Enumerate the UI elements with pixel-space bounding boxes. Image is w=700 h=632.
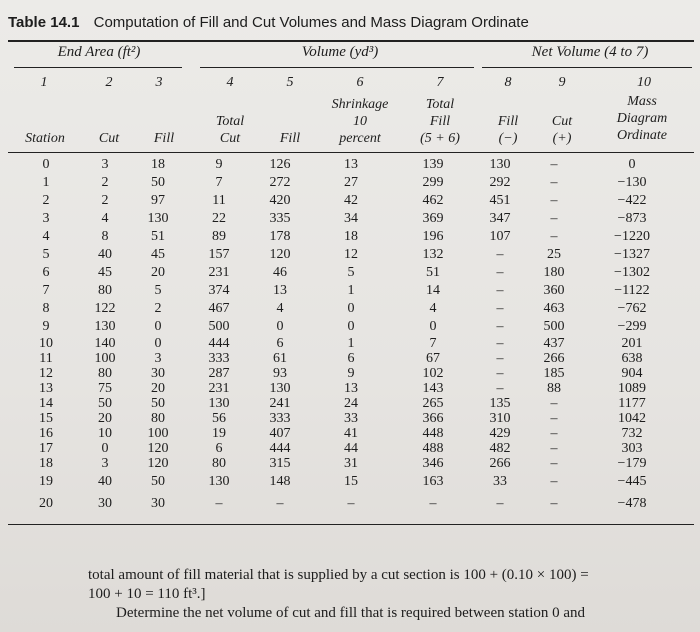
- collabel-station: Station: [25, 131, 65, 146]
- table-cell: 6: [42, 265, 50, 280]
- table-cell: –: [550, 411, 558, 426]
- table-cell: 13: [273, 283, 287, 298]
- table-cell: 18: [39, 456, 53, 471]
- table-cell: 163: [422, 474, 444, 489]
- table-cell: 231: [208, 381, 230, 396]
- table-cell: 287: [208, 366, 230, 381]
- table-cell: 6: [347, 351, 355, 366]
- table-cell: 333: [269, 411, 291, 426]
- table-cell: 130: [269, 381, 291, 396]
- table-cell: 100: [147, 426, 169, 441]
- table-cell: –: [496, 265, 504, 280]
- group-header-volume: Volume (yd³): [301, 44, 379, 60]
- table-cell: –: [550, 496, 558, 511]
- table-cell: 135: [489, 396, 511, 411]
- table-cell: 369: [422, 211, 444, 226]
- table-cell: 6: [215, 441, 223, 456]
- table-cell: 266: [543, 351, 565, 366]
- table-cell: 50: [151, 175, 165, 190]
- table-cell: –: [550, 229, 558, 244]
- table-cell: 0: [101, 441, 109, 456]
- colnum-9: 9: [558, 75, 566, 90]
- table-cell: 360: [543, 283, 565, 298]
- table-cell: 333: [208, 351, 230, 366]
- table-cell: 107: [489, 229, 511, 244]
- table-cell: 126: [269, 157, 291, 172]
- table-cell: 30: [98, 496, 112, 511]
- table-cell: –: [496, 301, 504, 316]
- collabel-total-fill-1: Total: [425, 97, 455, 112]
- table-cell: –: [550, 396, 558, 411]
- table-cell: 4: [276, 301, 284, 316]
- table-cell: 20: [151, 265, 165, 280]
- table-cell: 19: [39, 474, 53, 489]
- table-row: [10, 351, 682, 366]
- group-rule-net-volume: [482, 67, 692, 68]
- table-cell: 299: [422, 175, 444, 190]
- table-cell: 9: [347, 366, 355, 381]
- table-cell: 904: [621, 366, 643, 381]
- table-row: [10, 411, 682, 426]
- table-cell: 0: [347, 301, 355, 316]
- table-cell: 67: [426, 351, 440, 366]
- collabel-shrinkage-2: 10: [353, 114, 367, 129]
- table-cell: 7: [215, 175, 223, 190]
- table-row: [10, 246, 682, 264]
- collabel-fill: Fill: [153, 131, 175, 146]
- table-cell: 4: [101, 211, 109, 226]
- table-cell: 16: [39, 426, 53, 441]
- table-cell: 89: [212, 229, 226, 244]
- table-row: [10, 426, 682, 441]
- top-rule: [8, 40, 694, 42]
- table-cell: 40: [98, 247, 112, 262]
- table-cell: 437: [543, 336, 565, 351]
- table-cell: –: [276, 496, 284, 511]
- table-body: [10, 156, 682, 515]
- table-cell: 33: [344, 411, 358, 426]
- table-cell: 420: [269, 193, 291, 208]
- table-row: [10, 228, 682, 246]
- table-cell: –: [550, 193, 558, 208]
- table-cell: 15: [344, 474, 358, 489]
- table-cell: 7: [42, 283, 50, 298]
- table-row: [10, 493, 682, 515]
- table-cell: 20: [98, 411, 112, 426]
- collabel-net-cut-1: Cut: [551, 114, 573, 129]
- collabel-shrinkage-3: percent: [339, 131, 381, 146]
- table-cell: 130: [147, 211, 169, 226]
- table-cell: 1089: [618, 381, 646, 396]
- table-cell: −1122: [614, 283, 650, 298]
- table-cell: 132: [422, 247, 444, 262]
- table-cell: 732: [621, 426, 643, 441]
- text-line-2: 100 + 10 = 110 ft³.]: [88, 586, 206, 602]
- table-cell: –: [550, 441, 558, 456]
- table-cell: 0: [154, 319, 162, 334]
- table-cell: 3: [42, 211, 50, 226]
- table-cell: 88: [547, 381, 561, 396]
- table-row: [10, 156, 682, 174]
- table-row: [10, 396, 682, 411]
- table-cell: 80: [98, 366, 112, 381]
- table-cell: 24: [344, 396, 358, 411]
- table-cell: 3: [101, 456, 109, 471]
- table-cell: 178: [269, 229, 291, 244]
- table-cell: 13: [39, 381, 53, 396]
- table-cell: 40: [98, 474, 112, 489]
- table-cell: 9: [42, 319, 50, 334]
- table-cell: 310: [489, 411, 511, 426]
- table-cell: –: [550, 157, 558, 172]
- table-cell: −179: [617, 456, 647, 471]
- colnum-4: 4: [226, 75, 234, 90]
- table-cell: 56: [212, 411, 226, 426]
- header-bottom-rule: [8, 152, 694, 153]
- table-cell: 10: [39, 336, 53, 351]
- table-cell: 2: [101, 193, 109, 208]
- table-cell: 1: [347, 283, 355, 298]
- group-rule-volume: [200, 67, 474, 68]
- table-cell: –: [347, 496, 355, 511]
- table-cell: –: [550, 211, 558, 226]
- table-cell: 80: [212, 456, 226, 471]
- table-cell: 374: [208, 283, 230, 298]
- table-cell: 51: [426, 265, 440, 280]
- table-cell: 120: [147, 456, 169, 471]
- table-cell: 346: [422, 456, 444, 471]
- table-cell: –: [550, 426, 558, 441]
- table-row: [10, 282, 682, 300]
- table-cell: 122: [94, 301, 116, 316]
- table-row: [10, 471, 682, 493]
- table-cell: 143: [422, 381, 444, 396]
- table-cell: 30: [151, 496, 165, 511]
- table-title: [8, 14, 694, 40]
- table-cell: 638: [621, 351, 643, 366]
- table-cell: 1: [42, 175, 50, 190]
- table-cell: 467: [208, 301, 230, 316]
- table-cell: 266: [489, 456, 511, 471]
- table-cell: 4: [429, 301, 437, 316]
- table-cell: 46: [273, 265, 287, 280]
- table-cell: 18: [151, 157, 165, 172]
- table-cell: 102: [422, 366, 444, 381]
- table-cell: 1: [347, 336, 355, 351]
- table-cell: 22: [212, 211, 226, 226]
- table-caption: Computation of Fill and Cut Volumes and Mass Diagram Ordinate: [93, 14, 529, 31]
- table-number: Table 14.1: [8, 14, 80, 31]
- table-cell: 130: [94, 319, 116, 334]
- table-cell: 34: [344, 211, 358, 226]
- table-cell: 0: [42, 157, 50, 172]
- table-cell: 201: [621, 336, 643, 351]
- table-row: [10, 192, 682, 210]
- table-cell: 335: [269, 211, 291, 226]
- table-cell: 292: [489, 175, 511, 190]
- table-cell: 8: [42, 301, 50, 316]
- table-cell: 0: [276, 319, 284, 334]
- table-cell: 20: [39, 496, 53, 511]
- table-cell: 17: [39, 441, 53, 456]
- collabel-mass-1: Mass: [627, 94, 657, 109]
- colnum-7: 7: [436, 75, 444, 90]
- table-cell: 20: [151, 381, 165, 396]
- table-cell: 463: [543, 301, 565, 316]
- table-cell: −130: [617, 175, 647, 190]
- table-cell: 15: [39, 411, 53, 426]
- table-cell: 1177: [618, 396, 646, 411]
- table-cell: 97: [151, 193, 165, 208]
- collabel-net-fill-1: Fill: [497, 114, 519, 129]
- table-cell: 130: [489, 157, 511, 172]
- table-cell: –: [550, 456, 558, 471]
- table-cell: 2: [154, 301, 162, 316]
- collabel-total-fill-2: Fill: [429, 114, 451, 129]
- table-cell: 13: [344, 381, 358, 396]
- collabel-fill-5: Fill: [279, 131, 301, 146]
- table-cell: 482: [489, 441, 511, 456]
- group-rule-end-area: [14, 67, 182, 68]
- colnum-5: 5: [286, 75, 294, 90]
- table-cell: 148: [269, 474, 291, 489]
- table-cell: 11: [39, 351, 53, 366]
- table-cell: 3: [101, 157, 109, 172]
- table-cell: 12: [344, 247, 358, 262]
- table-cell: 9: [215, 157, 223, 172]
- table-cell: 265: [422, 396, 444, 411]
- table-row: [10, 318, 682, 336]
- table-cell: 14: [426, 283, 440, 298]
- table-cell: 42: [344, 193, 358, 208]
- collabel-net-cut-2: (+): [552, 131, 572, 146]
- table-cell: 448: [422, 426, 444, 441]
- table-cell: −873: [617, 211, 647, 226]
- table-cell: 429: [489, 426, 511, 441]
- table-cell: 11: [212, 193, 226, 208]
- question-text: Determine the net volume of cut and fill that is required between station 0 and: [116, 605, 586, 621]
- collabel-shrinkage-1: Shrinkage: [331, 97, 389, 112]
- table-cell: 0: [628, 157, 636, 172]
- table-cell: –: [496, 496, 504, 511]
- table-cell: 120: [269, 247, 291, 262]
- collabel-mass-2: Diagram: [616, 111, 668, 126]
- table-cell: 19: [212, 426, 226, 441]
- table-cell: 157: [208, 247, 230, 262]
- table-cell: 500: [543, 319, 565, 334]
- table-cell: 130: [208, 474, 230, 489]
- table-cell: 25: [547, 247, 561, 262]
- table-cell: 44: [344, 441, 358, 456]
- table-cell: 139: [422, 157, 444, 172]
- table-cell: 5: [347, 265, 355, 280]
- table-cell: –: [496, 336, 504, 351]
- table-cell: 27: [344, 175, 358, 190]
- table-cell: 120: [147, 441, 169, 456]
- table-cell: 61: [273, 351, 287, 366]
- table-cell: −422: [617, 193, 647, 208]
- table-cell: −478: [617, 496, 647, 511]
- table-cell: 8: [101, 229, 109, 244]
- table-cell: 45: [151, 247, 165, 262]
- table-row: [10, 264, 682, 282]
- table-cell: 30: [151, 366, 165, 381]
- table-row: [10, 336, 682, 351]
- collabel-net-fill-2: (−): [498, 131, 518, 146]
- table-cell: −299: [617, 319, 647, 334]
- table-cell: 1042: [618, 411, 646, 426]
- table-cell: 80: [98, 283, 112, 298]
- table-cell: 462: [422, 193, 444, 208]
- table-cell: −1302: [614, 265, 650, 280]
- table-row: [10, 441, 682, 456]
- table-cell: 0: [429, 319, 437, 334]
- table-cell: –: [429, 496, 437, 511]
- table-cell: 130: [208, 396, 230, 411]
- table-cell: −1327: [614, 247, 650, 262]
- colnum-8: 8: [504, 75, 512, 90]
- table-cell: 451: [489, 193, 511, 208]
- table-cell: 180: [543, 265, 565, 280]
- table-cell: –: [496, 247, 504, 262]
- table-cell: 50: [98, 396, 112, 411]
- table-cell: 51: [151, 229, 165, 244]
- table-cell: 5: [154, 283, 162, 298]
- table-cell: 75: [98, 381, 112, 396]
- table-cell: 10: [98, 426, 112, 441]
- table-cell: –: [496, 381, 504, 396]
- colnum-3: 3: [155, 75, 163, 90]
- table-cell: 347: [489, 211, 511, 226]
- collabel-total-cut-2: Cut: [219, 131, 241, 146]
- table-cell: 196: [422, 229, 444, 244]
- table-cell: 93: [273, 366, 287, 381]
- table-cell: 45: [98, 265, 112, 280]
- table-cell: 231: [208, 265, 230, 280]
- table-row: [10, 300, 682, 318]
- table-cell: 366: [422, 411, 444, 426]
- collabel-total-cut-1: Total: [215, 114, 245, 129]
- table-cell: 140: [94, 336, 116, 351]
- colnum-1: 1: [40, 75, 48, 90]
- table-cell: 6: [276, 336, 284, 351]
- table-cell: 3: [154, 351, 162, 366]
- table-row: [10, 174, 682, 192]
- table-cell: −1220: [614, 229, 650, 244]
- collabel-cut: Cut: [98, 131, 120, 146]
- table-cell: 18: [344, 229, 358, 244]
- table-cell: 50: [151, 474, 165, 489]
- colnum-6: 6: [356, 75, 364, 90]
- group-header-end-area: End Area (ft²): [57, 44, 141, 60]
- table-cell: –: [550, 474, 558, 489]
- collabel-mass-3: Ordinate: [616, 128, 668, 143]
- table-cell: 100: [94, 351, 116, 366]
- table-cell: 500: [208, 319, 230, 334]
- table-cell: 241: [269, 396, 291, 411]
- table-cell: 4: [42, 229, 50, 244]
- table-cell: 14: [39, 396, 53, 411]
- table-cell: 303: [621, 441, 643, 456]
- table-row: [10, 381, 682, 396]
- table-cell: 444: [269, 441, 291, 456]
- table-cell: 272: [269, 175, 291, 190]
- table-cell: 50: [151, 396, 165, 411]
- group-header-net-volume: Net Volume (4 to 7): [531, 44, 649, 60]
- table-cell: 315: [269, 456, 291, 471]
- table-cell: 33: [493, 474, 507, 489]
- table-cell: –: [496, 366, 504, 381]
- table-cell: 41: [344, 426, 358, 441]
- table-cell: −762: [617, 301, 647, 316]
- table-cell: 12: [39, 366, 53, 381]
- table-cell: −445: [617, 474, 647, 489]
- volume-table: [10, 156, 682, 515]
- text-line-1: total amount of fill material that is supplied by a cut section is 100 + (0.10 × 100) =: [88, 567, 589, 583]
- table-cell: 444: [208, 336, 230, 351]
- colnum-10: 10: [637, 75, 651, 90]
- table-cell: 5: [42, 247, 50, 262]
- table-bottom-rule: [8, 524, 694, 525]
- table-cell: 0: [347, 319, 355, 334]
- table-cell: 80: [151, 411, 165, 426]
- table-row: [10, 366, 682, 381]
- table-row: [10, 456, 682, 471]
- table-cell: 2: [101, 175, 109, 190]
- table-cell: –: [550, 175, 558, 190]
- table-cell: 2: [42, 193, 50, 208]
- table-cell: 7: [429, 336, 437, 351]
- table-cell: 31: [344, 456, 358, 471]
- table-cell: –: [496, 351, 504, 366]
- colnum-2: 2: [105, 75, 113, 90]
- table-row: [10, 210, 682, 228]
- table-cell: –: [496, 283, 504, 298]
- table-cell: –: [496, 319, 504, 334]
- body-text: [88, 566, 698, 623]
- table-cell: –: [215, 496, 223, 511]
- collabel-total-fill-3: (5 + 6): [420, 131, 460, 146]
- table-cell: 488: [422, 441, 444, 456]
- table-cell: 185: [543, 366, 565, 381]
- table-cell: 0: [154, 336, 162, 351]
- table-cell: 407: [269, 426, 291, 441]
- table-cell: 13: [344, 157, 358, 172]
